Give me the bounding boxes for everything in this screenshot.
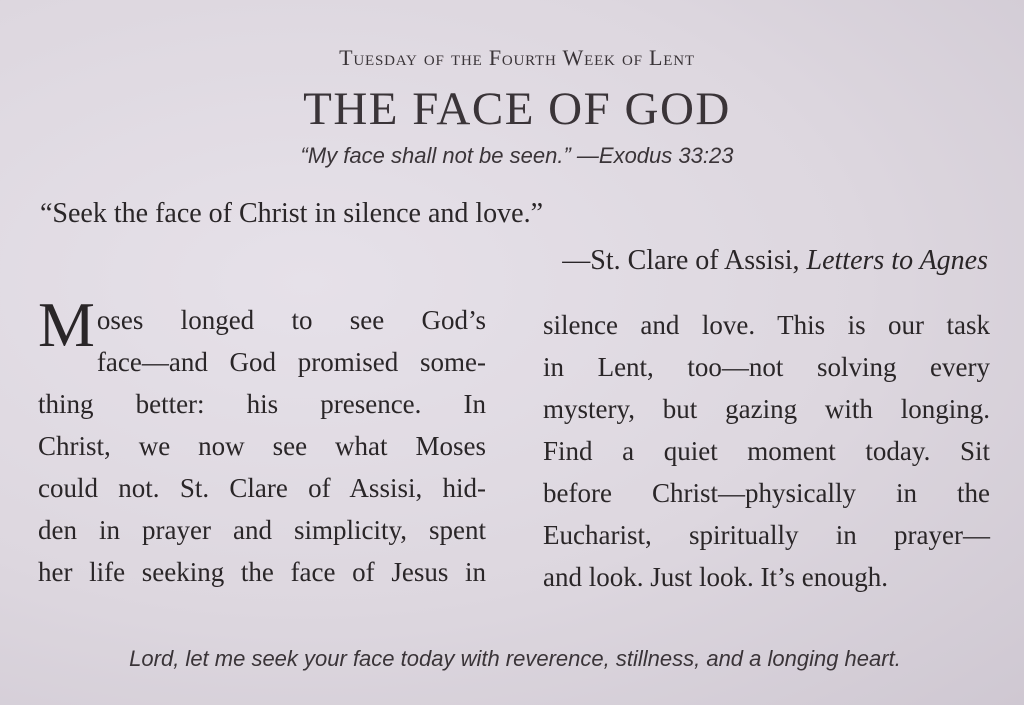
body-line: silence and love. This is our task: [543, 310, 990, 340]
closing-prayer: Lord, let me seek your face today with reverence, stillness, and a longing heart.: [129, 646, 901, 671]
body-line: oses longed to see God’s: [96, 305, 486, 335]
epigraph-quote: “Seek the face of Christ in silence and love.”: [40, 198, 544, 229]
epigraph-attribution: [562, 245, 988, 277]
attribution-author: —St. Clare of Assisi,: [562, 245, 807, 276]
body-left-column: [38, 289, 486, 593]
body-line: mystery, but gazing with longing.: [543, 394, 990, 424]
attribution-work: Letters to Agnes: [806, 245, 988, 276]
body-line: Eucharist, spiritually in prayer—: [543, 520, 990, 550]
body-line: face—and God promised some-: [96, 347, 486, 377]
body-line: in Lent, too—not solving every: [543, 352, 990, 382]
drop-cap: M: [38, 289, 95, 360]
body-line: Christ, we now see what Moses: [38, 431, 486, 461]
scripture-verse: “My face shall not be seen.” —Exodus 33:23: [300, 143, 734, 168]
body-line: den in prayer and simplicity, spent: [38, 515, 486, 545]
body-line: Find a quiet moment today. Sit: [543, 436, 990, 466]
body-line: before Christ—physically in the: [543, 478, 990, 508]
page-title: THE FACE OF GOD: [303, 83, 731, 135]
body-line: her life seeking the face of Jesus in: [38, 557, 486, 587]
body-right-column: [543, 304, 990, 598]
body-line: thing better: his presence. In: [38, 389, 486, 419]
body-line: could not. St. Clare of Assisi, hid-: [38, 473, 486, 503]
bleed-through-text: [60, 2, 67, 30]
day-heading: Tuesday of the Fourth Week of Lent: [339, 45, 695, 70]
body-line: and look. Just look. It’s enough.: [543, 562, 888, 592]
